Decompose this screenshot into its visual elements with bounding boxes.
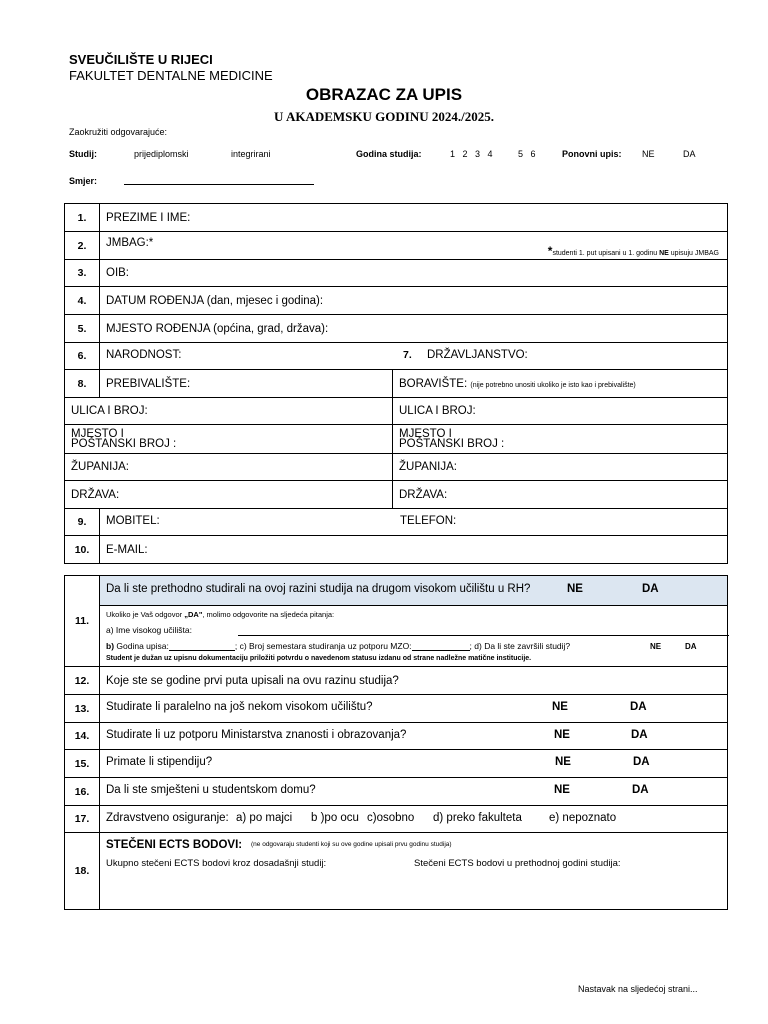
year-options[interactable]: 1 2 3 4: [450, 149, 493, 159]
study-label: Studij:: [69, 149, 97, 159]
table-row: [65, 287, 728, 315]
university-name: SVEUČILIŠTE U RIJECI: [69, 52, 213, 67]
temporary-street-field[interactable]: ULICA I BROJ:: [393, 398, 728, 425]
q17-option-mother[interactable]: a) po majci: [236, 812, 293, 824]
table-row: [65, 576, 728, 606]
q17-option-faculty[interactable]: d) preko fakulteta: [433, 812, 522, 824]
q11-details: [100, 606, 728, 667]
table-row: [65, 398, 728, 425]
jmbag-label: JMBAG:*: [106, 237, 154, 249]
table-row: [65, 204, 728, 232]
q17-row: [100, 806, 728, 833]
q17-label: Zdravstveno osiguranje:: [106, 812, 229, 824]
form-title: OBRAZAC ZA UPIS: [305, 85, 463, 104]
q14-row: [100, 723, 728, 750]
row-number: 2.: [65, 232, 100, 260]
table-row: [65, 606, 728, 667]
q18-total-ects-field[interactable]: Ukupno stečeni ECTS bodovi kroz dosadašnji studij:: [106, 858, 327, 869]
instruction-text: Zaokružiti odgovarajuće:: [69, 127, 168, 137]
row-number: 10.: [65, 536, 100, 564]
row-number: 7.: [403, 349, 412, 361]
study-option-integrirani[interactable]: integrirani: [231, 149, 271, 159]
q16-question: Da li ste smješteni u studentskom domu?: [106, 784, 316, 796]
q13-no[interactable]: NE: [552, 701, 568, 713]
q18-note: (ne odgovaraju studenti koji su ove godine upisali prvu godinu studija): [251, 841, 452, 848]
row-number: 14.: [65, 723, 100, 750]
table-row: [65, 723, 728, 750]
q11-semesters-input[interactable]: [412, 650, 470, 651]
permanent-place-field[interactable]: MJESTO I POŠTANSKI BROJ :: [65, 425, 393, 454]
q11-yes[interactable]: DA: [642, 583, 659, 595]
repeat-no[interactable]: NE: [642, 149, 655, 159]
q11-note: Student je dužan uz upisnu dokumentaciju priložiti potvrdu o navedenom statusu izdanu od strane nadležne matične institucije.: [106, 655, 532, 662]
temporary-residence-note: (nije potrebno unositi ukoliko je isto kao i prebivalište): [470, 381, 636, 389]
row-number: 3.: [65, 260, 100, 287]
row-number: 1.: [65, 204, 100, 232]
permanent-county-field[interactable]: ŽUPANIJA:: [65, 454, 393, 481]
q15-no[interactable]: NE: [555, 756, 571, 768]
birth-place-field[interactable]: MJESTO ROĐENJA (općina, grad, država):: [100, 315, 728, 343]
table-row: [65, 833, 728, 910]
table-row: [65, 536, 728, 564]
table-row: [65, 481, 728, 509]
q18-title: STEČENI ECTS BODOVI:: [106, 839, 243, 851]
q11-subquestions: b) Godina upisa: ; c) Broj semestara studiranja uz potporu MZO: ; d) Da li ste završili studij?: [106, 641, 571, 651]
birth-date-field[interactable]: DATUM ROĐENJA (dan, mjesec i godina):: [100, 287, 728, 315]
table-row: [65, 425, 728, 454]
q18-ects: [100, 833, 728, 910]
table-row: [65, 454, 728, 481]
permanent-street-field[interactable]: ULICA I BROJ:: [65, 398, 393, 425]
temporary-place-field[interactable]: MJESTO I POŠTANSKI BROJ :: [393, 425, 728, 454]
row-number: 12.: [65, 667, 100, 695]
table-row: [65, 315, 728, 343]
temporary-county-field[interactable]: ŽUPANIJA:: [393, 454, 728, 481]
nationality-field[interactable]: NARODNOST:: [106, 349, 182, 361]
table-row: [65, 509, 728, 536]
row-number: 8.: [65, 370, 100, 398]
faculty-name: FAKULTET DENTALNE MEDICINE: [69, 68, 273, 83]
phone-row-content: [100, 509, 728, 536]
table-row: [65, 806, 728, 833]
form-subtitle: U AKADEMSKU GODINU 2024./2025.: [274, 109, 494, 124]
study-info-table: [64, 575, 728, 910]
q13-yes[interactable]: DA: [630, 701, 647, 713]
table-row: [65, 667, 728, 695]
row-number: 6.: [65, 343, 100, 370]
direction-label: Smjer:: [69, 176, 98, 186]
repeat-yes[interactable]: DA: [683, 149, 696, 159]
continue-note: Nastavak na sljedećoj strani...: [578, 984, 698, 994]
permanent-residence-label: PREBIVALIŠTE:: [100, 370, 393, 398]
oib-field[interactable]: OIB:: [100, 260, 728, 287]
q16-row: [100, 778, 728, 806]
row-number: 17.: [65, 806, 100, 833]
q11-question: Da li ste prethodno studirali na ovoj razini studija na drugom visokom učilištu u RH?: [106, 583, 531, 595]
q16-no[interactable]: NE: [554, 784, 570, 796]
study-option-prijediplomski[interactable]: prijediplomski: [134, 149, 189, 159]
q13-question: Studirate li paralelno na još nekom visokom učilištu?: [106, 701, 373, 713]
q11-header: [100, 576, 728, 606]
temporary-residence-label: BORAVIŠTE:: [399, 377, 468, 390]
table-row: [65, 750, 728, 778]
row-number: 16.: [65, 778, 100, 806]
permanent-country-field[interactable]: DRŽAVA:: [65, 481, 393, 509]
surname-name-field[interactable]: PREZIME I IME:: [100, 204, 728, 232]
row-number: 15.: [65, 750, 100, 778]
q14-no[interactable]: NE: [554, 729, 570, 741]
q18-previous-year-ects-field[interactable]: Stečeni ECTS bodovi u prethodnoj godini studija:: [414, 858, 621, 869]
direction-input-line[interactable]: [124, 184, 314, 185]
row-number: 11.: [65, 576, 100, 667]
row-number: 5.: [65, 315, 100, 343]
q11-no[interactable]: NE: [567, 583, 583, 595]
table-row: [65, 370, 728, 398]
q15-yes[interactable]: DA: [633, 756, 650, 768]
q11-enrollment-year-input[interactable]: [169, 650, 235, 651]
jmbag-note: *studenti 1. put upisani u 1. godinu NE upisuju JMBAG: [547, 244, 719, 258]
q11-finished-yes[interactable]: DA: [685, 642, 697, 651]
q14-yes[interactable]: DA: [631, 729, 648, 741]
year-options-2[interactable]: 5 6: [518, 149, 536, 159]
table-row: [65, 778, 728, 806]
q11-finished-no[interactable]: NE: [650, 642, 662, 651]
table-row: [65, 232, 728, 260]
q11-institution-input[interactable]: [238, 635, 729, 636]
q15-question: Primate li stipendiju?: [106, 756, 213, 768]
email-field[interactable]: E-MAIL:: [100, 536, 728, 564]
telephone-field[interactable]: TELEFON:: [400, 515, 457, 527]
q17-option-father[interactable]: b )po ocu: [311, 812, 359, 824]
row-number: 18.: [65, 833, 100, 910]
table-row: [65, 695, 728, 723]
q17-option-unknown[interactable]: e) nepoznato: [549, 812, 617, 824]
repeat-label: Ponovni upis:: [562, 149, 622, 159]
jmbag-field[interactable]: [100, 232, 728, 260]
q11-hint: Ukoliko je Vaš odgovor „DA", molimo odgovorite na sljedeća pitanja:: [106, 610, 335, 619]
q12-first-enrollment-year[interactable]: Koje ste se godine prvi puta upisali na ovu razinu studija?: [100, 667, 728, 695]
q14-question: Studirate li uz potporu Ministarstva znanosti i obrazovanja?: [106, 729, 407, 741]
q13-row: [100, 695, 728, 723]
q17-option-self[interactable]: c)osobno: [367, 812, 415, 824]
q16-yes[interactable]: DA: [632, 784, 649, 796]
nationality-row-content: [100, 343, 728, 370]
row-number: 4.: [65, 287, 100, 315]
year-label: Godina studija:: [356, 149, 422, 159]
q11-institution-label: a) Ime visokog učilišta:: [106, 625, 192, 635]
temporary-country-field[interactable]: DRŽAVA:: [393, 481, 728, 509]
q15-row: [100, 750, 728, 778]
row-number: 9.: [65, 509, 100, 536]
mobile-field[interactable]: MOBITEL:: [106, 515, 160, 527]
table-row: [65, 260, 728, 287]
citizenship-field[interactable]: DRŽAVLJANSTVO:: [427, 349, 528, 361]
temporary-residence-header: [393, 370, 728, 398]
table-row: [65, 343, 728, 370]
row-number: 13.: [65, 695, 100, 723]
personal-data-table: [64, 203, 728, 564]
